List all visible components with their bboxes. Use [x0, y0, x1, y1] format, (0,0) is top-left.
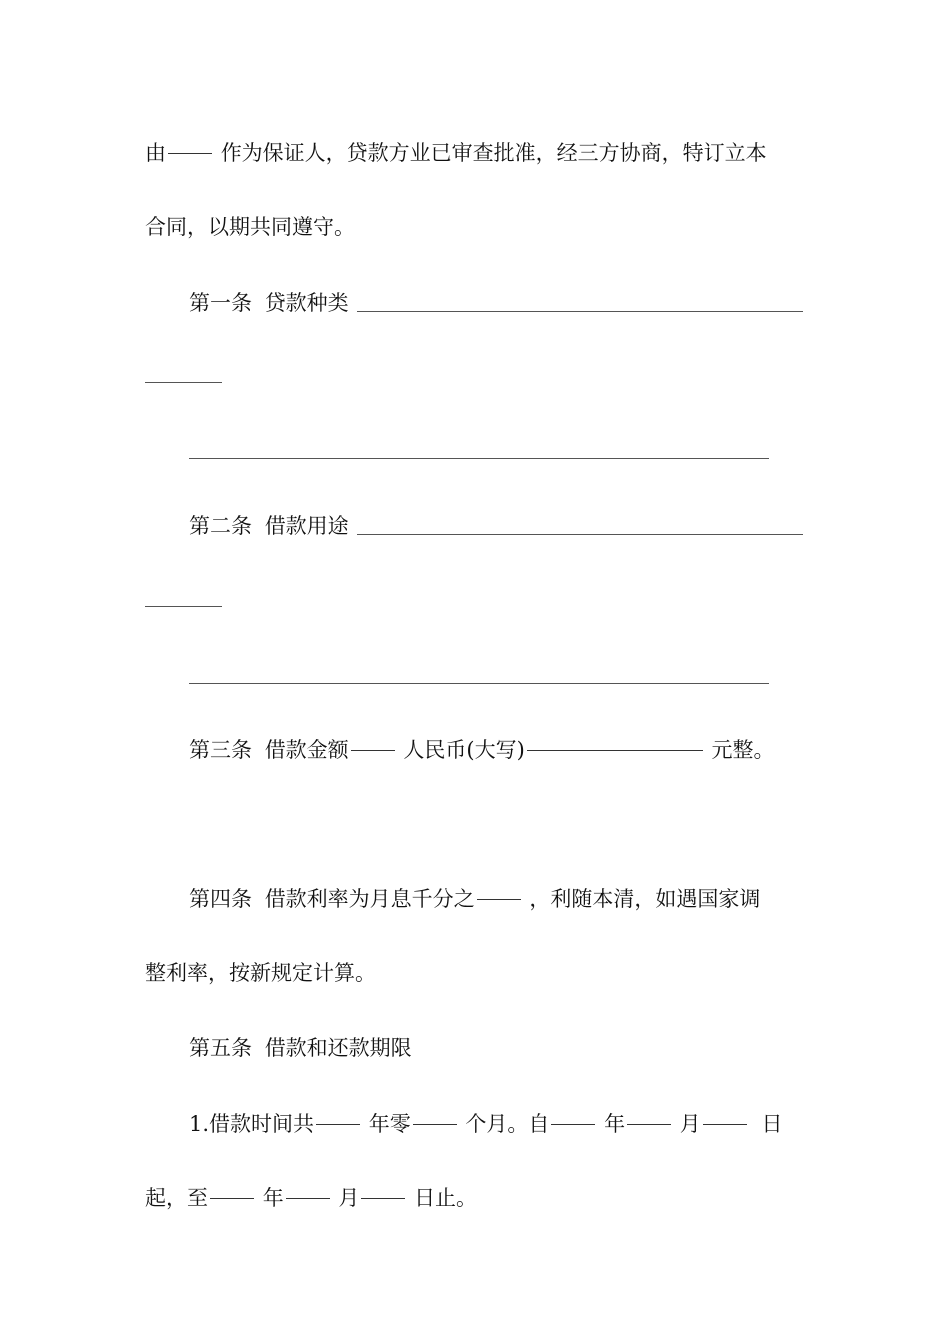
article-3-text-a: 借款金额 [264, 738, 349, 762]
item-1-text-c: 个月。自 [465, 1112, 550, 1136]
article-2-label: 第二条 [189, 514, 252, 538]
item-1-text-g: 起，至 [145, 1186, 208, 1210]
item-1-text-i: 月 [338, 1186, 360, 1210]
years-blank [316, 1124, 360, 1125]
article-5-title: 借款和还款期限 [264, 1036, 412, 1060]
item-1-text-h: 年 [262, 1186, 284, 1210]
article-3-line [189, 733, 774, 767]
guarantor-blank [168, 153, 212, 154]
article-5-label: 第五条 [189, 1036, 252, 1060]
item-1-text-b: 年零 [368, 1112, 411, 1136]
article-1-title: 贷款种类 [264, 291, 349, 315]
article-2-line [189, 509, 349, 543]
article-4-text-b: ，利随本清，如遇国家调 [529, 887, 761, 911]
article-5-item-1-line-2 [145, 1181, 477, 1215]
article-4-text-a: 借款利率为月息千分之 [264, 887, 475, 911]
intro-text-a: 由 [145, 141, 166, 165]
article-3-text-c: 元整。 [711, 738, 775, 762]
intro-line-1 [145, 136, 767, 170]
article-2-blank-3 [189, 683, 769, 684]
article-1-line [189, 286, 349, 320]
article-1-blank-3 [189, 458, 769, 459]
article-5-item-1-line-1 [189, 1107, 782, 1141]
article-4-line-2 [145, 956, 376, 990]
article-3-label: 第三条 [189, 738, 252, 762]
article-1-blank-1 [357, 311, 803, 312]
article-4-line-1 [189, 882, 760, 916]
article-4-label: 第四条 [189, 887, 252, 911]
item-1-text-j: 日止。 [414, 1186, 478, 1210]
item-1-text-d: 年 [604, 1112, 626, 1136]
item-1-text-f: 日 [761, 1112, 783, 1136]
start-year-blank [551, 1124, 595, 1125]
article-2-title: 借款用途 [264, 514, 349, 538]
article-2-blank-2 [145, 606, 222, 607]
article-2-blank-1 [357, 534, 803, 535]
article-1-blank-2 [145, 382, 222, 383]
article-5-line [189, 1031, 412, 1065]
amount-words-blank [527, 750, 703, 751]
item-1-text-a: 1.借款时间共 [189, 1112, 315, 1136]
intro-text-b: 作为保证人，贷款方业已审查批准，经三方协商，特订立本 [220, 141, 767, 165]
end-day-blank [361, 1198, 405, 1199]
intro-text-c: 合同，以期共同遵守。 [145, 215, 355, 239]
start-month-blank [627, 1124, 671, 1125]
item-1-text-e: 月 [679, 1112, 701, 1136]
article-4-text-c: 整利率，按新规定计算。 [145, 961, 376, 985]
amount-blank [351, 750, 395, 751]
intro-line-2 [145, 210, 355, 244]
months-blank [413, 1124, 457, 1125]
end-month-blank [286, 1198, 330, 1199]
end-year-blank [210, 1198, 254, 1199]
interest-rate-blank [477, 899, 521, 900]
article-3-text-b: 人民币(大写) [403, 738, 525, 762]
article-1-label: 第一条 [189, 291, 252, 315]
start-day-blank [703, 1124, 747, 1125]
